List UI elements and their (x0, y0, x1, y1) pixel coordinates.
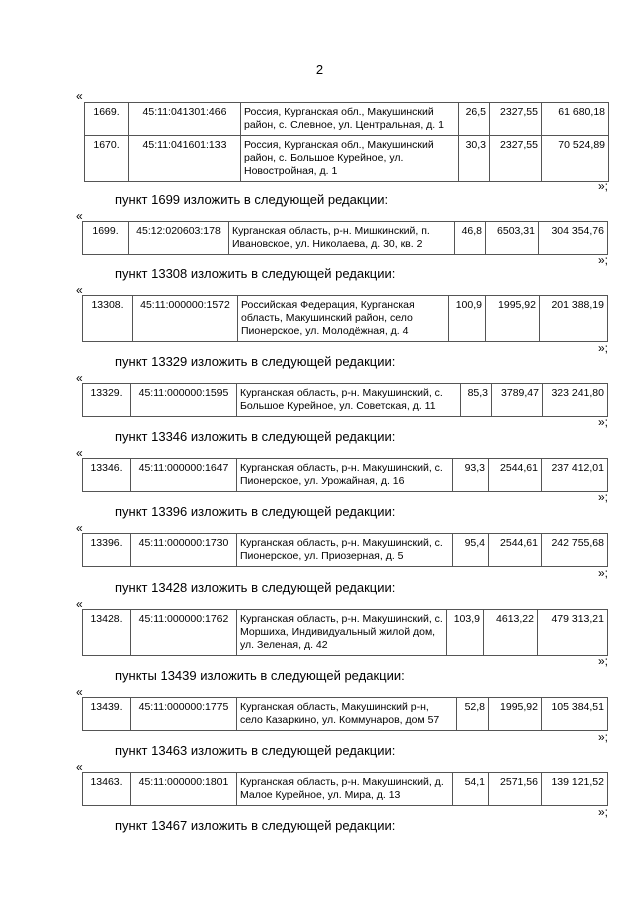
total: 70 524,89 (542, 136, 609, 182)
cadastral-number: 45:11:000000:1775 (131, 698, 237, 731)
table-row (83, 773, 608, 806)
total: 479 313,21 (538, 610, 608, 656)
amendment-table (82, 221, 608, 255)
row-number: 13439. (83, 698, 131, 731)
cadastral-number: 45:11:000000:1730 (131, 534, 237, 567)
price: 2327,55 (490, 103, 542, 136)
open-quote: « (76, 209, 83, 223)
area: 100,9 (449, 296, 486, 342)
table-row (85, 103, 609, 136)
address: Курганская область, р-н. Мишкинский, п. Ивановское, ул. Николаева, д. 30, кв. 2 (229, 222, 455, 255)
price: 4613,22 (484, 610, 538, 656)
area: 85,3 (461, 384, 492, 417)
address: Курганская область, р-н. Макушинский, с. Пионерское, ул. Приозерная, д. 5 (237, 534, 453, 567)
amendment-instruction: пункт 13329 изложить в следующей редакции: (115, 354, 396, 369)
table-row (83, 222, 608, 255)
table-row (83, 384, 608, 417)
close-quote: »; (598, 253, 609, 267)
row-number: 13308. (83, 296, 133, 342)
area: 103,9 (447, 610, 484, 656)
price: 3789,47 (492, 384, 543, 417)
open-quote: « (76, 760, 83, 774)
close-quote: »; (598, 730, 609, 744)
amendment-instruction: пункты 13439 изложить в следующей редакции: (115, 668, 405, 683)
open-quote: « (76, 597, 83, 611)
open-quote: « (76, 89, 83, 103)
table-row (83, 296, 608, 342)
cadastral-number: 45:11:000000:1595 (131, 384, 237, 417)
address: Курганская область, р-н. Макушинский, с. Большое Курейное, ул. Советская, д. 11 (237, 384, 461, 417)
amendment-instruction: пункт 1699 изложить в следующей редакции: (115, 192, 389, 207)
area: 52,8 (457, 698, 489, 731)
amendment-table (82, 383, 608, 417)
cadastral-number: 45:11:000000:1801 (131, 773, 237, 806)
cadastral-number: 45:11:000000:1647 (131, 459, 237, 492)
table-row (83, 698, 608, 731)
area: 30,3 (459, 136, 490, 182)
cadastral-number: 45:11:000000:1762 (131, 610, 237, 656)
address: Российская Федерация, Курганская область, Макушинский район, село Пионерское, ул. Молодёжная, д. 4 (238, 296, 449, 342)
price: 2544,61 (489, 534, 542, 567)
total: 105 384,51 (542, 698, 608, 731)
amendment-instruction: пункт 13396 изложить в следующей редакции: (115, 504, 396, 519)
close-quote: »; (598, 341, 609, 355)
row-number: 13346. (83, 459, 131, 492)
address: Курганская область, р-н. Макушинский, с. Пионерское, ул. Урожайная, д. 16 (237, 459, 453, 492)
amendment-table (84, 102, 609, 182)
amendment-table (82, 697, 608, 731)
row-number: 13329. (83, 384, 131, 417)
price: 2327,55 (490, 136, 542, 182)
open-quote: « (76, 283, 83, 297)
close-quote: »; (598, 179, 609, 193)
table-row (85, 136, 609, 182)
cadastral-number: 45:11:041601:133 (129, 136, 241, 182)
open-quote: « (76, 446, 83, 460)
address: Курганская область, Макушинский р-н, село Казаркино, ул. Коммунаров, дом 57 (237, 698, 457, 731)
total: 201 388,19 (540, 296, 608, 342)
amendment-table (82, 533, 608, 567)
table-row (83, 459, 608, 492)
row-number: 13428. (83, 610, 131, 656)
close-quote: »; (598, 566, 609, 580)
row-number: 13463. (83, 773, 131, 806)
amendment-table (82, 609, 608, 656)
cadastral-number: 45:11:041301:466 (129, 103, 241, 136)
amendment-instruction: пункт 13346 изложить в следующей редакции: (115, 429, 396, 444)
open-quote: « (76, 371, 83, 385)
area: 54,1 (453, 773, 489, 806)
row-number: 1699. (83, 222, 129, 255)
total: 61 680,18 (542, 103, 609, 136)
amendment-instruction: пункт 13463 изложить в следующей редакции: (115, 743, 396, 758)
cadastral-number: 45:12:020603:178 (129, 222, 229, 255)
close-quote: »; (598, 805, 609, 819)
row-number: 1669. (85, 103, 129, 136)
address: Курганская область, р-н. Макушинский, д. Малое Курейное, ул. Мира, д. 13 (237, 773, 453, 806)
close-quote: »; (598, 415, 609, 429)
area: 26,5 (459, 103, 490, 136)
open-quote: « (76, 521, 83, 535)
area: 95,4 (453, 534, 489, 567)
page-number: 2 (315, 62, 324, 77)
row-number: 13396. (83, 534, 131, 567)
total: 242 755,68 (542, 534, 608, 567)
table-row (83, 534, 608, 567)
price: 6503,31 (486, 222, 539, 255)
amendment-instruction: пункт 13428 изложить в следующей редакции: (115, 580, 396, 595)
price: 2571,56 (489, 773, 542, 806)
price: 1995,92 (489, 698, 542, 731)
amendment-table (82, 772, 608, 806)
close-quote: »; (598, 654, 609, 668)
area: 93,3 (453, 459, 489, 492)
total: 323 241,80 (543, 384, 608, 417)
amendment-instruction: пункт 13308 изложить в следующей редакции: (115, 266, 396, 281)
amendment-instruction: пункт 13467 изложить в следующей редакции: (115, 818, 396, 833)
amendment-table (82, 295, 608, 342)
price: 1995,92 (486, 296, 540, 342)
open-quote: « (76, 685, 83, 699)
price: 2544,61 (489, 459, 542, 492)
address: Курганская область, р-н. Макушинский, с. Моршиха, Индивидуальный жилой дом, ул. Зеленая, д. 42 (237, 610, 447, 656)
table-row (83, 610, 608, 656)
address: Россия, Курганская обл., Макушинский район, с. Слевное, ул. Центральная, д. 1 (241, 103, 459, 136)
amendment-table (82, 458, 608, 492)
cadastral-number: 45:11:000000:1572 (133, 296, 238, 342)
area: 46,8 (455, 222, 486, 255)
address: Россия, Курганская обл., Макушинский район, с. Большое Курейное, ул. Новостройная, д. 1 (241, 136, 459, 182)
total: 139 121,52 (542, 773, 608, 806)
close-quote: »; (598, 490, 609, 504)
row-number: 1670. (85, 136, 129, 182)
total: 304 354,76 (539, 222, 608, 255)
total: 237 412,01 (542, 459, 608, 492)
